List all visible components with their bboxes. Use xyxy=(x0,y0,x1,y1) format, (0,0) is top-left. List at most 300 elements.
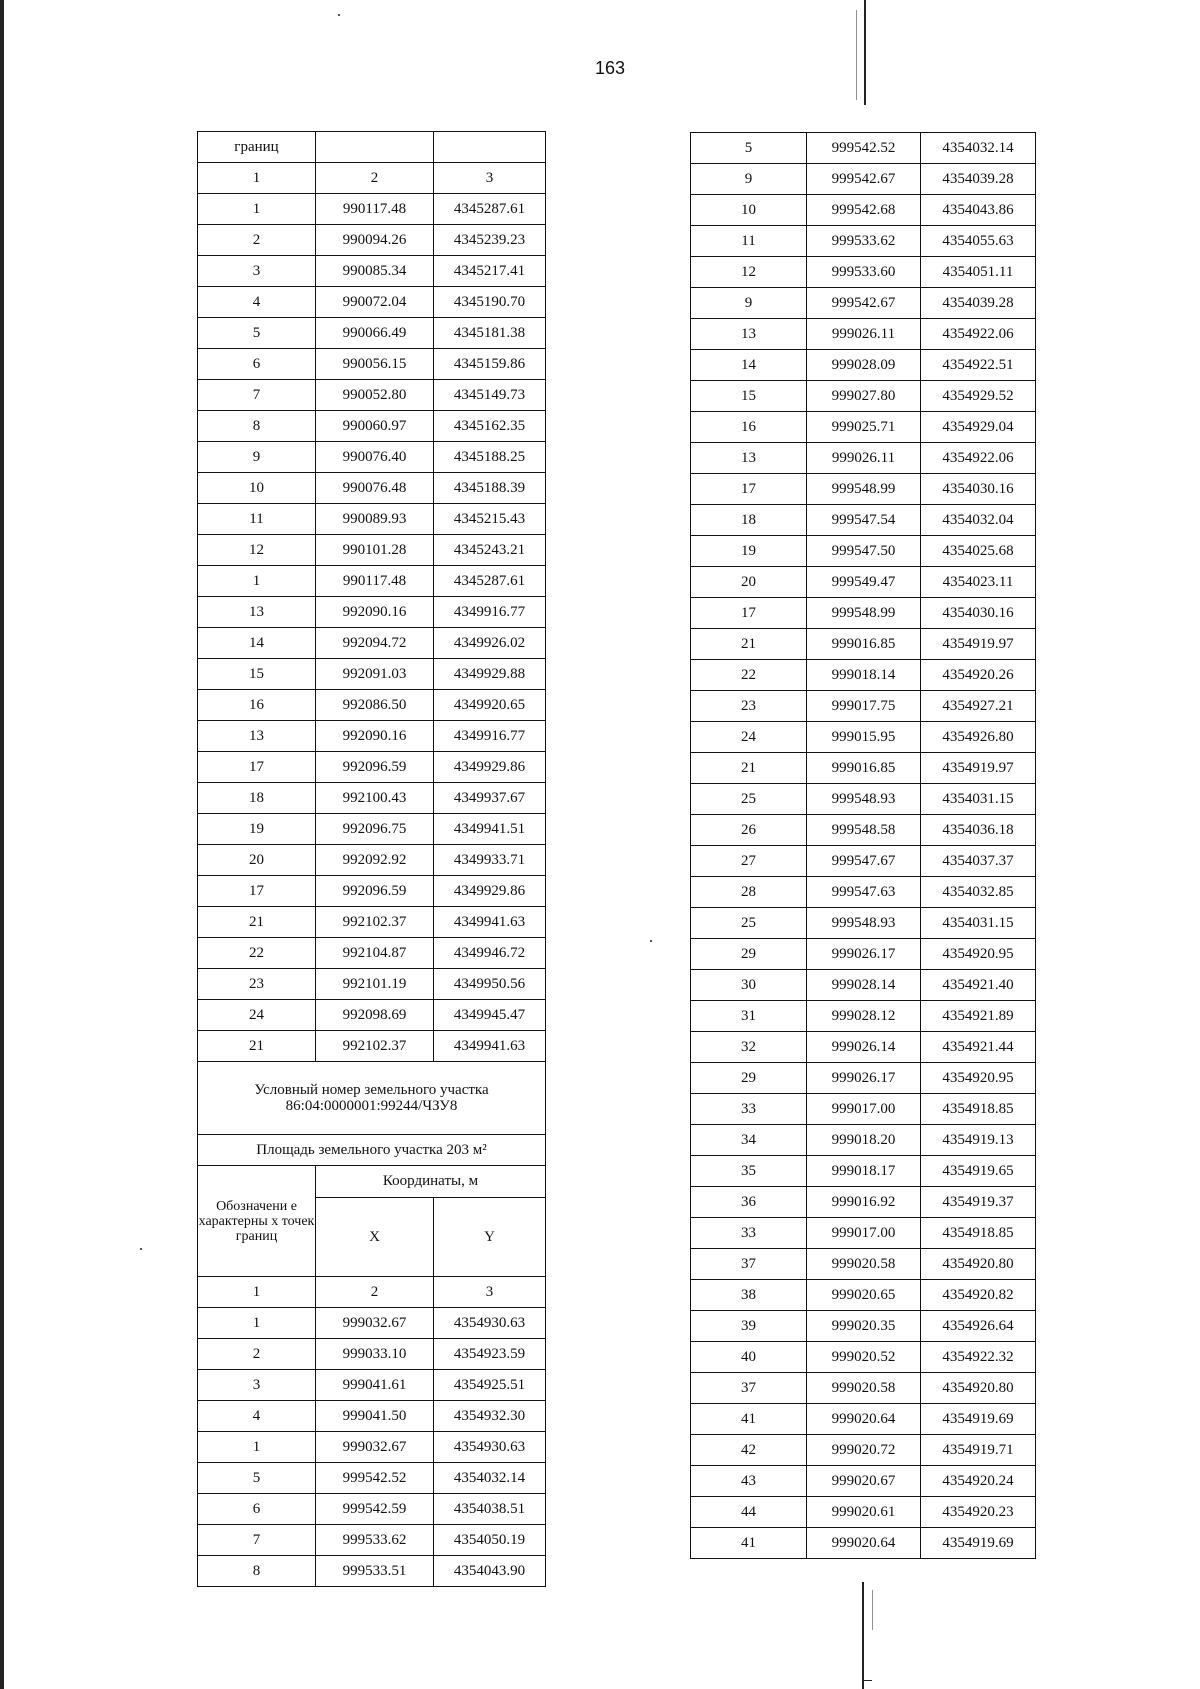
x-coordinate-cell: 999016.85 xyxy=(807,753,921,784)
table-row xyxy=(198,411,546,442)
y-coordinate-cell: 4354051.11 xyxy=(921,257,1036,288)
y-coordinate-cell: 4345188.25 xyxy=(434,442,546,473)
table-row xyxy=(198,721,546,752)
y-coordinate-cell: 4354919.37 xyxy=(921,1187,1036,1218)
point-number-cell: 21 xyxy=(691,753,807,784)
y-coordinate-cell: 4354921.89 xyxy=(921,1001,1036,1032)
point-number-cell: 39 xyxy=(691,1311,807,1342)
point-number-cell: 40 xyxy=(691,1342,807,1373)
point-number-cell: 19 xyxy=(691,536,807,567)
table-row xyxy=(198,1432,546,1463)
point-number-cell: 11 xyxy=(198,504,316,535)
x-coordinate-cell: 999020.72 xyxy=(807,1435,921,1466)
point-number-cell: 5 xyxy=(198,318,316,349)
table-row xyxy=(198,194,546,225)
point-number-cell: 23 xyxy=(691,691,807,722)
y-coordinate-cell: 4354031.15 xyxy=(921,784,1036,815)
y-coordinate-cell: 4345188.39 xyxy=(434,473,546,504)
point-number-cell: 13 xyxy=(691,319,807,350)
point-number-cell: 18 xyxy=(691,505,807,536)
point-number-cell: 7 xyxy=(198,1525,316,1556)
x-coordinate-cell: 999032.67 xyxy=(316,1432,434,1463)
table-row xyxy=(198,225,546,256)
point-number-cell: 15 xyxy=(691,381,807,412)
table-row xyxy=(691,1125,1036,1156)
table-row xyxy=(691,970,1036,1001)
x-coordinate-cell: 999020.65 xyxy=(807,1280,921,1311)
table-row xyxy=(691,846,1036,877)
x-coordinate-cell: 992102.37 xyxy=(316,907,434,938)
y-coordinate-cell: 4354929.52 xyxy=(921,381,1036,412)
point-number-cell: 1 xyxy=(198,194,316,225)
y-coordinate-cell: 4349945.47 xyxy=(434,1000,546,1031)
x-coordinate-cell: 990085.34 xyxy=(316,256,434,287)
x-coordinate-cell: 999548.58 xyxy=(807,815,921,846)
y-coordinate-cell: 4354930.63 xyxy=(434,1308,546,1339)
point-number-cell: 19 xyxy=(198,814,316,845)
y-coordinate-cell: 4354919.65 xyxy=(921,1156,1036,1187)
point-number-cell: 35 xyxy=(691,1156,807,1187)
table-row xyxy=(691,164,1036,195)
y-coordinate-cell: 4354032.14 xyxy=(921,133,1036,164)
table-row xyxy=(691,877,1036,908)
table-row xyxy=(691,908,1036,939)
table-row xyxy=(691,815,1036,846)
table-row xyxy=(198,1339,546,1370)
table-row xyxy=(691,1466,1036,1497)
point-number-cell: 17 xyxy=(198,752,316,783)
x-coordinate-cell: 990060.97 xyxy=(316,411,434,442)
y-coordinate-cell: 4349916.77 xyxy=(434,597,546,628)
y-coordinate-cell: 4354927.21 xyxy=(921,691,1036,722)
x-coordinate-cell: 999548.93 xyxy=(807,908,921,939)
table-row xyxy=(198,783,546,814)
x-coordinate-cell: 990056.15 xyxy=(316,349,434,380)
y-coordinate-cell: 4354919.69 xyxy=(921,1528,1036,1559)
scan-artifact-line xyxy=(872,1590,873,1630)
table-row xyxy=(691,1032,1036,1063)
x-coordinate-cell: 999020.58 xyxy=(807,1249,921,1280)
point-number-cell: 17 xyxy=(691,474,807,505)
x-coordinate-cell: 999020.35 xyxy=(807,1311,921,1342)
y-coordinate-cell: 4349926.02 xyxy=(434,628,546,659)
point-number-cell: 25 xyxy=(691,908,807,939)
table-row xyxy=(198,938,546,969)
table-row xyxy=(198,752,546,783)
y-coordinate-cell: 4354920.23 xyxy=(921,1497,1036,1528)
y-coordinate-cell: 4345287.61 xyxy=(434,194,546,225)
x-coordinate-cell: 999018.14 xyxy=(807,660,921,691)
point-number-cell: 33 xyxy=(691,1218,807,1249)
point-number-cell: границ xyxy=(198,132,316,163)
parcel-number-row xyxy=(198,1062,546,1135)
y-coordinate-cell: 4354920.82 xyxy=(921,1280,1036,1311)
table-row xyxy=(198,380,546,411)
point-number-cell: 28 xyxy=(691,877,807,908)
x-coordinate-cell: 992096.75 xyxy=(316,814,434,845)
point-number-cell: 8 xyxy=(198,1556,316,1587)
x-coordinate-cell: 999041.50 xyxy=(316,1401,434,1432)
table-row xyxy=(691,1373,1036,1404)
column-number-3: 3 xyxy=(434,1277,546,1308)
point-number-cell: 34 xyxy=(691,1125,807,1156)
table-row xyxy=(198,535,546,566)
x-coordinate-cell: 999542.67 xyxy=(807,288,921,319)
x-coordinate-cell: 999026.17 xyxy=(807,939,921,970)
y-coordinate-cell: 4354918.85 xyxy=(921,1218,1036,1249)
x-coordinate-cell: 992090.16 xyxy=(316,721,434,752)
y-coordinate-cell: 4354922.06 xyxy=(921,319,1036,350)
y-coordinate-cell: 4354920.26 xyxy=(921,660,1036,691)
coordinates-column-header: Координаты, м xyxy=(316,1166,546,1198)
point-number-cell: 3 xyxy=(198,1370,316,1401)
point-number-cell: 17 xyxy=(198,876,316,907)
y-coordinate-cell: 4349941.51 xyxy=(434,814,546,845)
x-coordinate-cell: 999017.00 xyxy=(807,1218,921,1249)
y-coordinate-cell: 4354919.71 xyxy=(921,1435,1036,1466)
y-coordinate-cell: 4354043.90 xyxy=(434,1556,546,1587)
table-row xyxy=(691,1156,1036,1187)
parcel-label: Условный номер земельного участка xyxy=(254,1082,489,1098)
table-row xyxy=(198,1525,546,1556)
x-coordinate-cell: 992091.03 xyxy=(316,659,434,690)
y-coordinate-cell: 4354922.32 xyxy=(921,1342,1036,1373)
y-coordinate-cell: 4354918.85 xyxy=(921,1094,1036,1125)
table-row xyxy=(691,288,1036,319)
y-coordinate-cell: 4345243.21 xyxy=(434,535,546,566)
x-coordinate-cell: 999025.71 xyxy=(807,412,921,443)
x-coordinate-cell: 999020.52 xyxy=(807,1342,921,1373)
y-coordinate-cell: 4354930.63 xyxy=(434,1432,546,1463)
table-row xyxy=(691,598,1036,629)
table-row xyxy=(691,350,1036,381)
y-coordinate-cell: 4354922.51 xyxy=(921,350,1036,381)
scan-speck xyxy=(140,1248,142,1250)
point-number-cell: 13 xyxy=(691,443,807,474)
x-coordinate-cell: 999548.99 xyxy=(807,598,921,629)
table-row xyxy=(691,536,1036,567)
y-coordinate-cell xyxy=(434,132,546,163)
left-table-bottom-rows xyxy=(198,1308,546,1587)
column-number-row xyxy=(198,1277,546,1308)
point-number-cell: 13 xyxy=(198,597,316,628)
table-row xyxy=(691,1094,1036,1125)
table-row xyxy=(691,722,1036,753)
y-coordinate-cell: 4354929.04 xyxy=(921,412,1036,443)
x-coordinate-cell: 992098.69 xyxy=(316,1000,434,1031)
point-number-cell: 11 xyxy=(691,226,807,257)
x-coordinate-cell: 999028.12 xyxy=(807,1001,921,1032)
table-row xyxy=(691,257,1036,288)
x-coordinate-cell: 999018.20 xyxy=(807,1125,921,1156)
scan-artifact-line xyxy=(862,1680,872,1681)
table-row xyxy=(691,412,1036,443)
table-row xyxy=(198,876,546,907)
table-row xyxy=(198,566,546,597)
page-number: 163 xyxy=(594,58,626,78)
table-row xyxy=(198,1556,546,1587)
table-row xyxy=(198,1494,546,1525)
point-number-cell: 21 xyxy=(198,907,316,938)
x-coordinate-cell: 999026.17 xyxy=(807,1063,921,1094)
x-coordinate-cell xyxy=(316,132,434,163)
x-coordinate-cell: 992096.59 xyxy=(316,876,434,907)
y-coordinate-cell: 4354043.86 xyxy=(921,195,1036,226)
y-coordinate-cell: 4354023.11 xyxy=(921,567,1036,598)
parcel-section-header xyxy=(198,1062,546,1308)
y-coordinate-cell: 4354920.95 xyxy=(921,939,1036,970)
table-row xyxy=(691,381,1036,412)
parcel-area-row xyxy=(198,1135,546,1166)
parcel-number-cell xyxy=(198,1062,546,1135)
table-row xyxy=(198,287,546,318)
x-coordinate-cell: 999547.54 xyxy=(807,505,921,536)
x-coordinate-cell: 999026.11 xyxy=(807,319,921,350)
point-number-cell: 2 xyxy=(198,225,316,256)
x-coordinate-cell: 999548.99 xyxy=(807,474,921,505)
table-row xyxy=(691,1435,1036,1466)
x-coordinate-cell: 999016.85 xyxy=(807,629,921,660)
table-row xyxy=(198,1463,546,1494)
y-coordinate-cell: 3 xyxy=(434,163,546,194)
scan-artifact-line xyxy=(864,0,866,105)
y-coordinate-cell: 4354919.97 xyxy=(921,629,1036,660)
point-number-cell: 36 xyxy=(691,1187,807,1218)
point-number-cell: 22 xyxy=(691,660,807,691)
y-coordinate-cell: 4349946.72 xyxy=(434,938,546,969)
scan-artifact-line xyxy=(856,10,857,100)
point-number-cell: 4 xyxy=(198,1401,316,1432)
y-coordinate-cell: 4354926.64 xyxy=(921,1311,1036,1342)
table-row xyxy=(691,1404,1036,1435)
x-coordinate-cell: 999533.51 xyxy=(316,1556,434,1587)
point-number-cell: 24 xyxy=(691,722,807,753)
point-number-cell: 20 xyxy=(198,845,316,876)
point-number-cell: 44 xyxy=(691,1497,807,1528)
point-number-cell: 14 xyxy=(691,350,807,381)
table-row xyxy=(198,969,546,1000)
point-number-cell: 1 xyxy=(198,163,316,194)
table-row xyxy=(691,133,1036,164)
y-coordinate-cell: 4349929.86 xyxy=(434,752,546,783)
y-coordinate-cell: 4345159.86 xyxy=(434,349,546,380)
point-number-cell: 38 xyxy=(691,1280,807,1311)
y-coordinate-cell: 4354932.30 xyxy=(434,1401,546,1432)
table-row xyxy=(691,1249,1036,1280)
x-coordinate-cell: 999547.63 xyxy=(807,877,921,908)
x-column-header: X xyxy=(316,1198,434,1277)
table-row xyxy=(198,1370,546,1401)
y-coordinate-cell: 4354032.04 xyxy=(921,505,1036,536)
point-number-cell: 9 xyxy=(198,442,316,473)
point-number-cell: 2 xyxy=(198,1339,316,1370)
y-coordinate-cell: 4354920.80 xyxy=(921,1373,1036,1404)
point-number-cell: 31 xyxy=(691,1001,807,1032)
table-row xyxy=(198,349,546,380)
scan-artifact-line xyxy=(862,1582,864,1689)
x-coordinate-cell: 990072.04 xyxy=(316,287,434,318)
table-row xyxy=(198,256,546,287)
x-coordinate-cell: 990117.48 xyxy=(316,194,434,225)
y-coordinate-cell: 4354920.95 xyxy=(921,1063,1036,1094)
y-coordinate-cell: 4354025.68 xyxy=(921,536,1036,567)
point-number-cell: 20 xyxy=(691,567,807,598)
x-coordinate-cell: 990101.28 xyxy=(316,535,434,566)
y-coordinate-cell: 4354032.85 xyxy=(921,877,1036,908)
x-coordinate-cell: 999017.75 xyxy=(807,691,921,722)
table-row xyxy=(691,629,1036,660)
x-coordinate-cell: 999020.61 xyxy=(807,1497,921,1528)
parcel-number: 86:04:0000001:99244/ЧЗУ8 xyxy=(285,1098,458,1114)
scan-speck xyxy=(650,940,652,942)
y-coordinate-cell: 4345162.35 xyxy=(434,411,546,442)
x-coordinate-cell: 999548.93 xyxy=(807,784,921,815)
x-coordinate-cell: 999549.47 xyxy=(807,567,921,598)
point-number-cell: 3 xyxy=(198,256,316,287)
table-row xyxy=(691,505,1036,536)
x-coordinate-cell: 990094.26 xyxy=(316,225,434,256)
left-table-top-rows xyxy=(198,132,546,1062)
point-number-cell: 12 xyxy=(198,535,316,566)
y-coordinate-cell: 4354055.63 xyxy=(921,226,1036,257)
point-number-cell: 29 xyxy=(691,1063,807,1094)
y-coordinate-cell: 4354036.18 xyxy=(921,815,1036,846)
x-coordinate-cell: 990076.40 xyxy=(316,442,434,473)
y-coordinate-cell: 4354919.13 xyxy=(921,1125,1036,1156)
table-row xyxy=(198,1031,546,1062)
y-coordinate-cell: 4354919.69 xyxy=(921,1404,1036,1435)
x-coordinate-cell: 990076.48 xyxy=(316,473,434,504)
y-coordinate-cell: 4345190.70 xyxy=(434,287,546,318)
x-coordinate-cell: 999542.52 xyxy=(316,1463,434,1494)
y-coordinate-cell: 4349916.77 xyxy=(434,721,546,752)
x-coordinate-cell: 999547.67 xyxy=(807,846,921,877)
table-row xyxy=(691,319,1036,350)
x-coordinate-cell: 992092.92 xyxy=(316,845,434,876)
y-coordinate-cell: 4354031.15 xyxy=(921,908,1036,939)
point-number-cell: 17 xyxy=(691,598,807,629)
point-number-cell: 33 xyxy=(691,1094,807,1125)
left-coordinates-table xyxy=(197,131,546,1587)
x-coordinate-cell: 999020.67 xyxy=(807,1466,921,1497)
y-coordinate-cell: 4354038.51 xyxy=(434,1494,546,1525)
y-coordinate-cell: 4354039.28 xyxy=(921,164,1036,195)
point-number-cell: 1 xyxy=(198,1308,316,1339)
x-coordinate-cell: 992100.43 xyxy=(316,783,434,814)
point-number-cell: 32 xyxy=(691,1032,807,1063)
table-row xyxy=(691,1218,1036,1249)
scan-speck xyxy=(338,14,340,16)
x-coordinate-cell: 999026.11 xyxy=(807,443,921,474)
parcel-area-cell: Площадь земельного участка 203 м² xyxy=(198,1135,546,1166)
column-number-1: 1 xyxy=(198,1277,316,1308)
y-coordinate-cell: 4354921.40 xyxy=(921,970,1036,1001)
y-coordinate-cell: 4345217.41 xyxy=(434,256,546,287)
point-number-cell: 16 xyxy=(691,412,807,443)
point-number-cell: 10 xyxy=(198,473,316,504)
x-coordinate-cell: 999041.61 xyxy=(316,1370,434,1401)
point-number-cell: 16 xyxy=(198,690,316,721)
x-coordinate-cell: 2 xyxy=(316,163,434,194)
table-row xyxy=(198,659,546,690)
y-coordinate-cell: 4354921.44 xyxy=(921,1032,1036,1063)
x-coordinate-cell: 999542.59 xyxy=(316,1494,434,1525)
table-row xyxy=(198,473,546,504)
y-coordinate-cell: 4349937.67 xyxy=(434,783,546,814)
x-coordinate-cell: 999547.50 xyxy=(807,536,921,567)
y-coordinate-cell: 4345149.73 xyxy=(434,380,546,411)
point-number-cell: 26 xyxy=(691,815,807,846)
point-number-cell: 23 xyxy=(198,969,316,1000)
table-row xyxy=(691,1187,1036,1218)
table-row xyxy=(198,163,546,194)
x-coordinate-cell: 999026.14 xyxy=(807,1032,921,1063)
table-row xyxy=(198,318,546,349)
point-number-cell: 41 xyxy=(691,1404,807,1435)
y-coordinate-cell: 4345181.38 xyxy=(434,318,546,349)
y-coordinate-cell: 4354923.59 xyxy=(434,1339,546,1370)
point-number-cell: 12 xyxy=(691,257,807,288)
point-number-cell: 37 xyxy=(691,1373,807,1404)
x-coordinate-cell: 992102.37 xyxy=(316,1031,434,1062)
table-row xyxy=(198,442,546,473)
point-number-cell: 37 xyxy=(691,1249,807,1280)
table-row xyxy=(691,567,1036,598)
point-number-cell: 41 xyxy=(691,1528,807,1559)
x-coordinate-cell: 992104.87 xyxy=(316,938,434,969)
table-row xyxy=(691,1001,1036,1032)
point-number-cell: 7 xyxy=(198,380,316,411)
table-row xyxy=(691,784,1036,815)
point-number-cell: 1 xyxy=(198,1432,316,1463)
table-row xyxy=(198,628,546,659)
y-coordinate-cell: 4354030.16 xyxy=(921,598,1036,629)
table-row xyxy=(198,597,546,628)
y-coordinate-cell: 4354919.97 xyxy=(921,753,1036,784)
x-coordinate-cell: 999542.67 xyxy=(807,164,921,195)
point-number-cell: 10 xyxy=(691,195,807,226)
table-row xyxy=(198,690,546,721)
y-coordinate-cell: 4354926.80 xyxy=(921,722,1036,753)
y-coordinate-cell: 4354032.14 xyxy=(434,1463,546,1494)
point-number-cell: 1 xyxy=(198,566,316,597)
table-row xyxy=(198,1401,546,1432)
point-number-cell: 4 xyxy=(198,287,316,318)
x-coordinate-cell: 999016.92 xyxy=(807,1187,921,1218)
table-row xyxy=(691,753,1036,784)
table-row xyxy=(691,1280,1036,1311)
point-number-cell: 29 xyxy=(691,939,807,970)
y-coordinate-cell: 4345215.43 xyxy=(434,504,546,535)
x-coordinate-cell: 999032.67 xyxy=(316,1308,434,1339)
table-row xyxy=(198,132,546,163)
x-coordinate-cell: 990052.80 xyxy=(316,380,434,411)
x-coordinate-cell: 999020.64 xyxy=(807,1528,921,1559)
y-coordinate-cell: 4349920.65 xyxy=(434,690,546,721)
y-coordinate-cell: 4349950.56 xyxy=(434,969,546,1000)
point-number-cell: 15 xyxy=(198,659,316,690)
x-coordinate-cell: 999020.64 xyxy=(807,1404,921,1435)
y-coordinate-cell: 4349941.63 xyxy=(434,1031,546,1062)
x-coordinate-cell: 999533.60 xyxy=(807,257,921,288)
table-row xyxy=(198,1308,546,1339)
point-number-cell: 21 xyxy=(691,629,807,660)
point-number-cell: 24 xyxy=(198,1000,316,1031)
y-coordinate-cell: 4354050.19 xyxy=(434,1525,546,1556)
y-coordinate-cell: 4349929.86 xyxy=(434,876,546,907)
point-number-cell: 22 xyxy=(198,938,316,969)
table-row xyxy=(198,907,546,938)
